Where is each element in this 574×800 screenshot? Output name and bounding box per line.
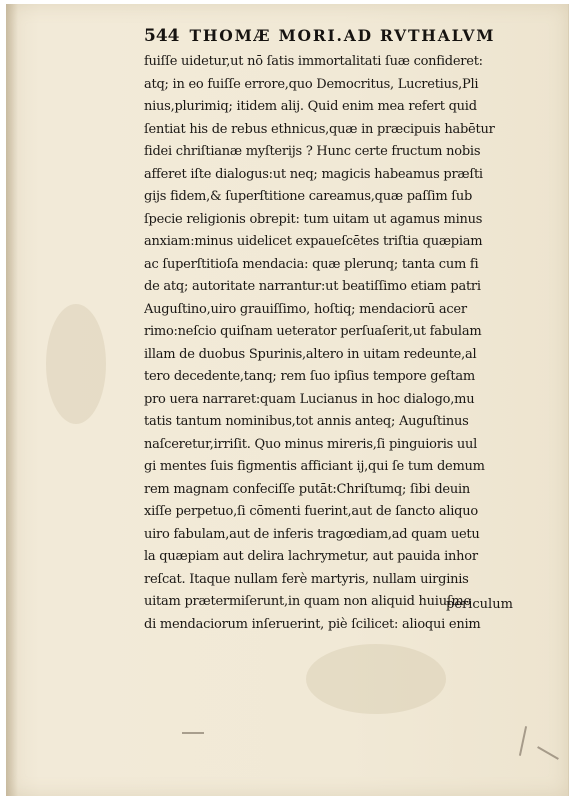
text-line: fuiſſe uidetur,ut nō ſatis immortalitati ſuæ confideret: [144, 54, 483, 69]
gutter-shadow [6, 4, 18, 796]
text-line: anxiam:minus uidelicet expaueſcētes triſtia quæpiam [144, 234, 483, 249]
text-line: di mendaciorum inſeruerint, piè ſcilicet: alioqui enim [144, 616, 481, 632]
ink-mark [519, 726, 527, 756]
body-text [144, 51, 522, 636]
text-line: reſcat. Itaque nullam ferè martyris, nullam uirginis [144, 571, 469, 587]
text-line: ſentiat his de rebus ethnicus,quæ in præcipuis habētur [144, 121, 495, 137]
text-line: xiſſe perpetuo,ſi cōmenti fuerint,aut de ſancto aliquo [144, 504, 478, 519]
text-line: fidei chriſtianæ myſterijs ? Hunc certe fructum nobis [144, 144, 481, 159]
text-line: afferet iſte dialogus:ut neq; magicis habeamus præſti [144, 166, 483, 182]
text-line: gijs fidem,& ſuperſtitione careamus,quæ paſſim ſub [144, 189, 473, 204]
text-line: tero decedente,tanq; rem ſuo ipſius tempore geſtam [144, 369, 475, 384]
text-line: ſpecie religionis obrepit: tum uitam ut agamus minus [144, 211, 483, 227]
text-line: rimo:neſcio quiſnam ueterator perſuaſerit,ut fabulam [144, 324, 482, 339]
text-line: rem magnam confeciſſe putāt:Chriſtumq; ſibi deuin [144, 481, 471, 497]
ink-mark [182, 732, 204, 734]
text-line: nius,plurimiq; itidem alij. Quid enim mea refert quid [144, 99, 477, 114]
catchword: periculum [446, 597, 513, 612]
paper-stain [306, 644, 446, 714]
ink-mark [537, 746, 559, 760]
text-line: de atq; autoritate narrantur:ut beatiſſimo etiam patri [144, 279, 481, 294]
text-line: illam de duobus Spurinis,altero in uitam redeunte,al [144, 346, 477, 362]
text-line: uitam prætermiſerunt,in quam non aliquid huiuſmo [144, 594, 472, 609]
book-page [6, 4, 569, 796]
text-line: naſceretur,irriſit. Quo minus mireris,ſi pinguioris uul [144, 436, 478, 452]
text-line: pro uera narraret:quam Lucianus in hoc dialogo,mu [144, 391, 475, 407]
text-line: Auguſtino,uiro grauiſſimo, hoſtiq; mendaciorū acer [144, 301, 467, 317]
paper-stain [46, 304, 106, 424]
page-header [144, 26, 544, 46]
text-line: ac ſuperſtitioſa mendacia: quæ plerunq; tanta cum fi [144, 256, 479, 272]
running-head: THOMÆ MORI.AD RVTHALVM [189, 26, 496, 45]
text-line: la quæpiam aut delira lachrymetur, aut pauida inhor [144, 549, 478, 564]
page-number: 544 [144, 26, 180, 46]
text-line: atq; in eo fuiſſe errore,quo Democritus, Lucretius,Pli [144, 76, 479, 92]
text-line: tatis tantum nominibus,tot annis anteq; Auguſtinus [144, 414, 469, 429]
text-line: uiro fabulam,aut de inferis tragœdiam,ad quam uetu [144, 526, 480, 542]
text-line: gi mentes ſuis figmentis afficiant ij,qui ſe tum demum [144, 459, 485, 474]
